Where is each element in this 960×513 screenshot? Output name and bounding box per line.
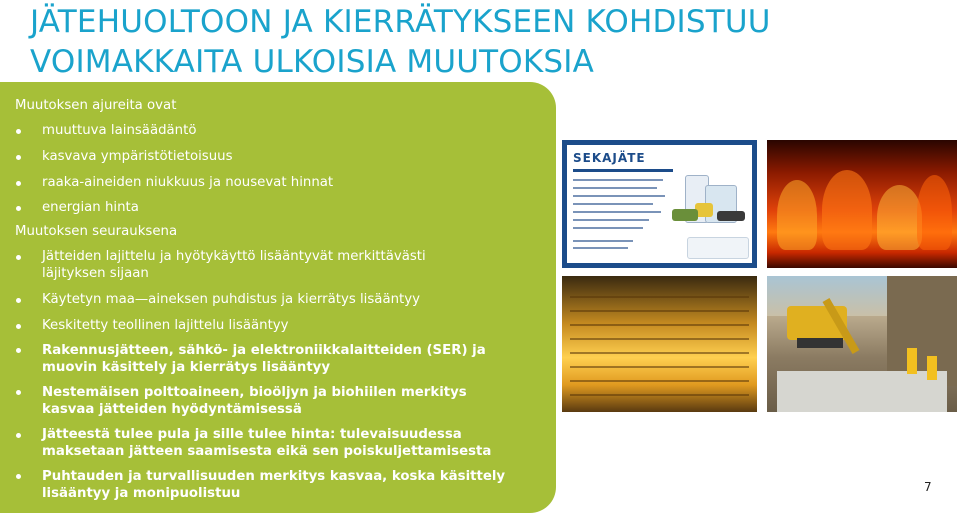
driver-item: raaka-aineiden niukkuus ja nousevat hinnat [42, 175, 334, 190]
consequence-item: Puhtauden ja turvallisuuden merkitys kasvaa, koska käsittely [42, 469, 506, 484]
bullet [16, 324, 21, 329]
consequence-item-cont: kasvaa jätteiden hyödyntämisessä [42, 402, 302, 417]
slide-title-line-2: VOIMAKKAITA ULKOISIA MUUTOKSIA [30, 44, 595, 80]
furnace-image [562, 276, 757, 412]
bullet [16, 181, 21, 186]
consequence-item: Jätteiden lajittelu ja hyötykäyttö lisääntyvät merkittävästi [42, 249, 426, 264]
slide-title-line-1: JÄTEHUOLTOON JA KIERRÄTYKSEEN KOHDISTUU [30, 4, 771, 40]
construction-site-image [767, 276, 957, 412]
fire-image [767, 140, 957, 268]
consequence-item: Käytetyn maa—aineksen puhdistus ja kierrätys lisääntyy [42, 292, 420, 307]
consequences-heading: Muutoksen seurauksena [15, 224, 178, 239]
consequence-item: Jätteestä tulee pula ja sille tulee hinta: tulevaisuudessa [42, 427, 462, 442]
mixed-waste-sign-image [562, 140, 757, 268]
bullet [16, 155, 21, 160]
consequence-item-cont: lisääntyy ja monipuolistuu [42, 486, 241, 501]
bullet [16, 390, 21, 395]
bullet [16, 255, 21, 260]
bullet [16, 433, 21, 438]
driver-item: muuttuva lainsäädäntö [42, 123, 197, 138]
bullet [16, 474, 21, 479]
bullet [16, 206, 21, 211]
consequence-item-cont: maksetaan jätteen saamisesta eikä sen poiskuljettamisesta [42, 444, 492, 459]
driver-item: kasvava ympäristötietoisuus [42, 149, 233, 164]
consequence-item: Nestemäisen polttoaineen, bioöljyn ja biohiilen merkitys [42, 385, 467, 400]
page-number: 7 [924, 480, 932, 494]
driver-item: energian hinta [42, 200, 139, 215]
bullet [16, 129, 21, 134]
slide-title [30, 2, 950, 82]
consequence-item: Rakennusjätteen, sähkö- ja elektroniikkalaitteiden (SER) ja [42, 343, 486, 358]
drivers-heading: Muutoksen ajureita ovat [15, 98, 177, 113]
consequence-item: Keskitetty teollinen lajittelu lisääntyy [42, 318, 289, 333]
consequence-item-cont: läjityksen sijaan [42, 266, 149, 281]
bullet [16, 298, 21, 303]
sign-title: SEKAJÄTE [573, 151, 646, 165]
consequence-item-cont: muovin käsittely ja kierrätys lisääntyy [42, 360, 331, 375]
bullet [16, 348, 21, 353]
